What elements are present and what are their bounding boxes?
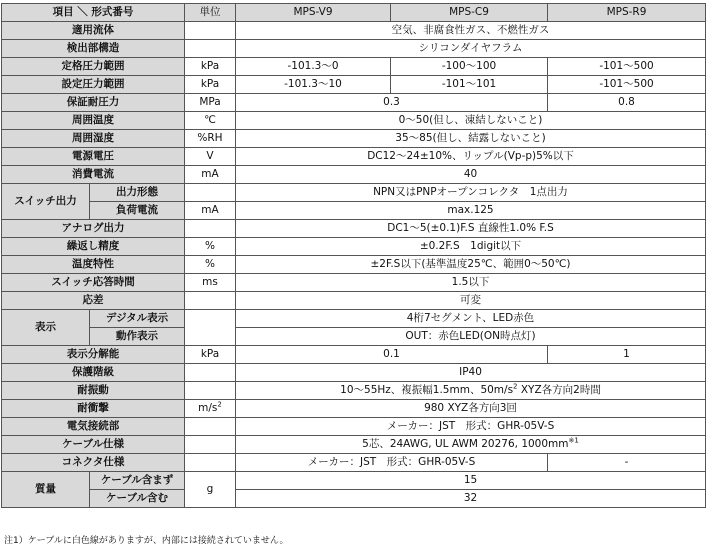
table-row: [2, 274, 706, 292]
shock-unit: m/s: [198, 402, 218, 414]
row-label: アナログ出力: [2, 220, 185, 238]
table-row: [2, 454, 706, 472]
unit-cell: [185, 310, 236, 346]
row-label: 保証耐圧力: [2, 94, 185, 112]
header-item-label: 項目 ＼ 形式番号: [2, 4, 185, 22]
value-cell-v9: -101.3～0: [236, 58, 391, 76]
header-model-c9: MPS-C9: [391, 4, 548, 22]
table-row: [2, 112, 706, 130]
value-cell-c9: -100～100: [391, 58, 548, 76]
table-row: [2, 184, 706, 202]
value-cell: max.125: [236, 202, 706, 220]
value-cell: ±2F.S以下(基準温度25℃、範囲0～50℃): [236, 256, 706, 274]
value-cell-v9-c9: メーカー：JST 形式：GHR-05V-S: [236, 454, 548, 472]
value-cell: メーカー：JST 形式：GHR-05V-S: [236, 418, 706, 436]
unit-cell: [185, 418, 236, 436]
row-label: ケーブル仕様: [2, 436, 185, 454]
vibration-value-tail: XYZ各方向2時間: [517, 384, 601, 396]
table-row: [2, 58, 706, 76]
unit-cell: [185, 382, 236, 400]
table-row: [2, 400, 706, 418]
unit-cell: MPa: [185, 94, 236, 112]
unit-cell: %RH: [185, 130, 236, 148]
unit-cell: ms: [185, 274, 236, 292]
value-cell-v9-c9: 0.1: [236, 346, 548, 364]
value-cell: [236, 382, 706, 400]
value-cell-r9: -101～500: [548, 76, 706, 94]
value-cell-r9: -101～500: [548, 58, 706, 76]
table-row: [2, 238, 706, 256]
row-label: 保護階級: [2, 364, 185, 382]
header-model-r9: MPS-R9: [548, 4, 706, 22]
value-cell: シリコンダイヤフラム: [236, 40, 706, 58]
header-model-v9: MPS-V9: [236, 4, 391, 22]
value-cell: DC1～5(±0.1)F.S 直線性1.0% F.S: [236, 220, 706, 238]
footnote: 注1）ケーブルに白色線がありますが、内部には接続されていません。: [4, 536, 289, 546]
table-row: [2, 166, 706, 184]
vibration-value: 10～55Hz、複振幅1.5mm、50m/s: [340, 384, 514, 396]
value-cell: 15: [236, 472, 706, 490]
unit-cell: [185, 400, 236, 418]
table-row: [2, 472, 706, 490]
row-sub-label: ケーブル含む: [90, 490, 185, 508]
unit-cell: [185, 364, 236, 382]
value-cell: IP40: [236, 364, 706, 382]
table-row: [2, 436, 706, 454]
row-label: 検出部構造: [2, 40, 185, 58]
row-label: 定格圧力範囲: [2, 58, 185, 76]
table-row: [2, 256, 706, 274]
value-cell-c9: -101～101: [391, 76, 548, 94]
row-label: 繰返し精度: [2, 238, 185, 256]
value-cell: OUT：赤色LED(ON時点灯): [236, 328, 706, 346]
row-label: 表示分解能: [2, 346, 185, 364]
row-label: 電源電圧: [2, 148, 185, 166]
row-sub-label: デジタル表示: [90, 310, 185, 328]
value-cell-v9-c9: 0.3: [236, 94, 548, 112]
spec-table: [1, 3, 706, 508]
header-unit-label: 単位: [185, 4, 236, 22]
superscript-2: 2: [513, 382, 518, 391]
table-row: [2, 328, 706, 346]
row-sub-label: 出力形態: [90, 184, 185, 202]
unit-cell: g: [185, 472, 236, 508]
value-cell-r9: 1: [548, 346, 706, 364]
value-cell: 980 XYZ各方向3回: [236, 400, 706, 418]
row-group-label: 表示: [2, 310, 90, 346]
unit-cell: [185, 292, 236, 310]
unit-cell: mA: [185, 166, 236, 184]
table-row: [2, 130, 706, 148]
value-cell-r9: 0.8: [548, 94, 706, 112]
row-label: 適用流体: [2, 22, 185, 40]
value-cell: ±0.2F.S 1digit以下: [236, 238, 706, 256]
table-row: [2, 40, 706, 58]
unit-cell: kPa: [185, 346, 236, 364]
row-label: 応差: [2, 292, 185, 310]
unit-cell: [185, 220, 236, 238]
value-cell: 0～50(但し、凍結しないこと): [236, 112, 706, 130]
unit-cell: V: [185, 148, 236, 166]
row-label: スイッチ応答時間: [2, 274, 185, 292]
footnote-mark: ※1: [568, 436, 579, 445]
superscript-2: 2: [217, 400, 222, 409]
value-cell-v9: -101.3～10: [236, 76, 391, 94]
row-label: コネクタ仕様: [2, 454, 185, 472]
row-label: 設定圧力範囲: [2, 76, 185, 94]
unit-cell: [185, 22, 236, 40]
table-row: [2, 346, 706, 364]
value-cell: 35～85(但し、結露しないこと): [236, 130, 706, 148]
table-row: [2, 292, 706, 310]
table-row: [2, 76, 706, 94]
row-sub-label: 負荷電流: [90, 202, 185, 220]
value-cell-r9: -: [548, 454, 706, 472]
table-row: [2, 202, 706, 220]
table-row: [2, 94, 706, 112]
row-group-label: スイッチ出力: [2, 184, 90, 220]
table-row: [2, 22, 706, 40]
value-cell: 1.5以下: [236, 274, 706, 292]
row-label: 温度特性: [2, 256, 185, 274]
unit-cell: [185, 454, 236, 472]
value-cell: 可変: [236, 292, 706, 310]
row-label: 消費電流: [2, 166, 185, 184]
unit-cell: [185, 436, 236, 454]
row-label: 耐振動: [2, 382, 185, 400]
row-sub-label: ケーブル含まず: [90, 472, 185, 490]
unit-cell: [185, 40, 236, 58]
value-cell: DC12～24±10%、リップル(Vp-p)5%以下: [236, 148, 706, 166]
row-label: 周囲温度: [2, 112, 185, 130]
row-label: 周囲湿度: [2, 130, 185, 148]
value-cell: 40: [236, 166, 706, 184]
row-sub-label: 動作表示: [90, 328, 185, 346]
table-row: [2, 364, 706, 382]
unit-cell: kPa: [185, 58, 236, 76]
value-cell: 空気、非腐食性ガス、不燃性ガス: [236, 22, 706, 40]
unit-cell: [185, 184, 236, 202]
row-label: 電気接続部: [2, 418, 185, 436]
row-group-label: 質量: [2, 472, 90, 508]
unit-cell: %: [185, 238, 236, 256]
value-cell: 32: [236, 490, 706, 508]
unit-cell: %: [185, 256, 236, 274]
row-label: 耐衝撃: [2, 400, 185, 418]
unit-cell: ℃: [185, 112, 236, 130]
table-row: [2, 310, 706, 328]
table-row: [2, 418, 706, 436]
unit-cell: mA: [185, 202, 236, 220]
unit-cell: kPa: [185, 76, 236, 94]
value-cell: NPN又はPNPオープンコレクタ 1点出力: [236, 184, 706, 202]
table-row: [2, 382, 706, 400]
table-header-row: [2, 4, 706, 22]
cable-value: 5芯、24AWG, UL AWM 20276, 1000mm: [362, 438, 569, 450]
table-row: [2, 490, 706, 508]
value-cell: 4桁7セグメント、LED赤色: [236, 310, 706, 328]
table-row: [2, 148, 706, 166]
table-row: [2, 220, 706, 238]
value-cell: [236, 436, 706, 454]
